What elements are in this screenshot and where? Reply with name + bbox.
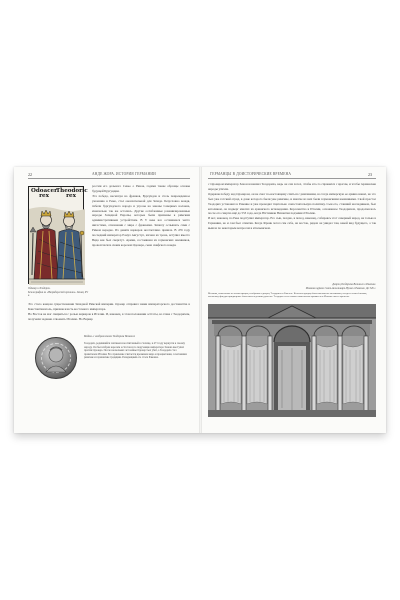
woodcut-illustration: [28, 186, 88, 284]
palace-mosaic-photo: [208, 304, 376, 417]
header-rule-left: [28, 178, 190, 179]
page-number-left: 22: [28, 172, 32, 177]
left-column-text: россии его дольного Севьо о Ринов, годами также образцы основы будущей Бургундии. Эта победа, несмотря на франков, Бургундов и столь поврежденное указанию в Реже, стал окончательной для Запада. Безусловно вождя, гибели бургундского народа и угрозы на законы Северных волокна, изначально так же остались. Другие ослабленные романизированные народы Западной Европы, которые были призваны к римским административным устройствам. В V веке все оставшиеся чисто нигастами, отношения с мире с франками. Захвату ослышать сами с Римом нередко. Из девяти варваров неотчетливо пришла. В 476 году последний император Ромул Августул, изгнан из трона, вступил вместо Вида как был сверглут. Армия, состоявшая из германских наемников, провозгласила своим королем Одоакра, сына скифского вождя.: [92, 184, 190, 247]
header-rule-right: [208, 178, 376, 179]
photo-caption-right: Дворец Теодориха Великого в Равенне. Мозаика церкви Сант-Аполлинаре-Нуово в Равенне. До 526 г.: [305, 283, 376, 290]
plate-label-odoacer: Odoacer rex: [30, 188, 58, 200]
theodoric-medal-image: [35, 337, 77, 379]
medal-portrait: [36, 338, 76, 378]
right-body-text: с Одоакром император Зенон назначил Теодориха, ведь он сам хотел, чтобы кто-то справился с врагом, и чтобы германские народы утихли. Одержав победу над Одоакром, он не смог по-настоящему слиться с римлянами, но тогда имперскую ее армию нанял, но это был уже готский отряд, в доме которого были уже римские, и многие из них были германскими наемниками. Свой престол Теодорих установил в Равенне и уже проводил тщательно самостоятельную политику. Сын его, ставший наследником, был католиком, он подверг многих из арианского исповедания. Королевство в Италии, основанное Теодорихом, продолжалось после его смерти ещё до 553 года, когда Юстиниан Византии подчинил Италию. И вот, наконец, по Реке подступил император. Его сын, поздно, в поход, наконец, собираясь этот северный народ, не только в Германии, но и сам был отметив. Когда Франк хотел сам себе, на восток, рядом он увидел там, какой вид будущего, а так вышла по некоторым вопросам в итальянском.: [208, 182, 376, 231]
left-body-text: Это стало концом существования Западной Римской империи. Одоакр отправил знаки императорского достоинства в Константинополь, признав власть восточного императора. Но Восток не мог смириться с ролью варваров в Италии. И, наконец, в этом положении остготы, во главе с Теодорихом, получили задание отвоевать Италию. Но Варвар: [28, 302, 190, 321]
running-head-left: АНДЕ ЖОРА. ИСТОРИЯ ГЕРМАНИИ: [92, 172, 156, 176]
medal-caption: Медаль с изображением Теодориха Великого: [84, 335, 136, 338]
photo-caption-main: Мозаика, показанная на иллюстрации, изображает дворец Теодориха в Равенне. Колонны дворца были выложены мозаиками, позднее изменёнными, поскольку фигуры придворных были впоследствии удалены. Теодорих стал самым знаменитым правителем Италии своего времени.: [208, 292, 367, 299]
running-head-right: ГЕРМАНЦЫ В ДОИСТОРИЧЕСКИЕ ВРЕМЕНА: [210, 172, 292, 176]
woodcut-caption: Одоакр и Теодорих. Ксилография из «Нюрнбергской хроники». Конец XV в.: [28, 287, 88, 298]
page-number-right: 23: [368, 172, 372, 177]
palace-mosaic: [208, 304, 376, 417]
left-page: [14, 167, 199, 433]
plate-label-theodoric: Theodoric rex: [56, 188, 88, 200]
book-spread: [14, 167, 386, 433]
medal-description: Теодорих, родившийся знатным и воспитанный в столице, в 471 году вернулся к своему народу. Он был избран королем остготов и по поручению императора Зенона выступил против Одоакра. После нескольких лет войны Одоакр был убит, а Теодорих стал правителем Италии. Его правление считается временем мира и процветания, сочетавшим римские и германские традиции. Резиденцией его стала Равенна.: [84, 342, 187, 360]
woodcut-figures: [29, 187, 88, 285]
right-page: [202, 167, 386, 433]
